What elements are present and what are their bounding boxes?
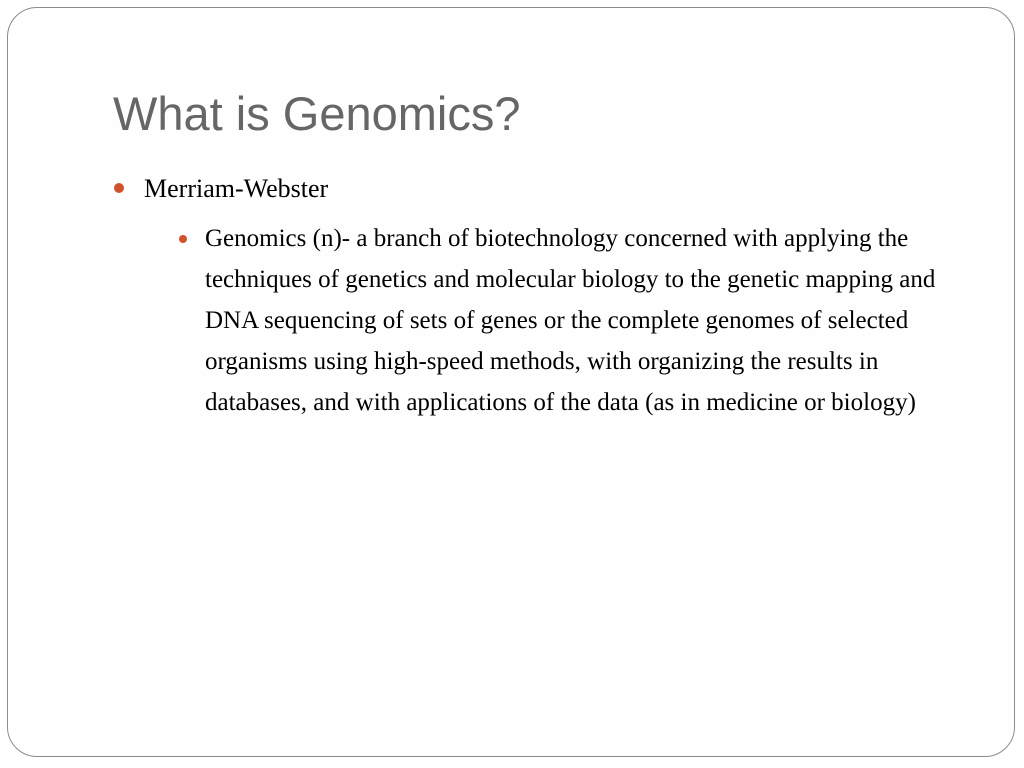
bullet-list — [113, 170, 953, 423]
bullet-item-merriam-webster — [113, 170, 953, 423]
sub-bullet-list — [144, 218, 953, 423]
sub-bullet-item-definition — [175, 218, 953, 423]
slide-title: What is Genomics? — [113, 87, 521, 140]
definition-text: Genomics (n)- a branch of biotechnology concerned with applying the techniques of genetics and molecular biology to the genetic mapping and DNA sequencing of sets of genes or the complete genomes of selected organisms using high-speed methods, with organizing the results in databases, and with applications of the data (as in medicine or biology) — [205, 225, 936, 416]
bullet-text: Merriam-Webster — [144, 174, 329, 203]
sub-bullet-dot-icon — [179, 235, 187, 243]
bullet-dot-icon — [114, 183, 124, 193]
